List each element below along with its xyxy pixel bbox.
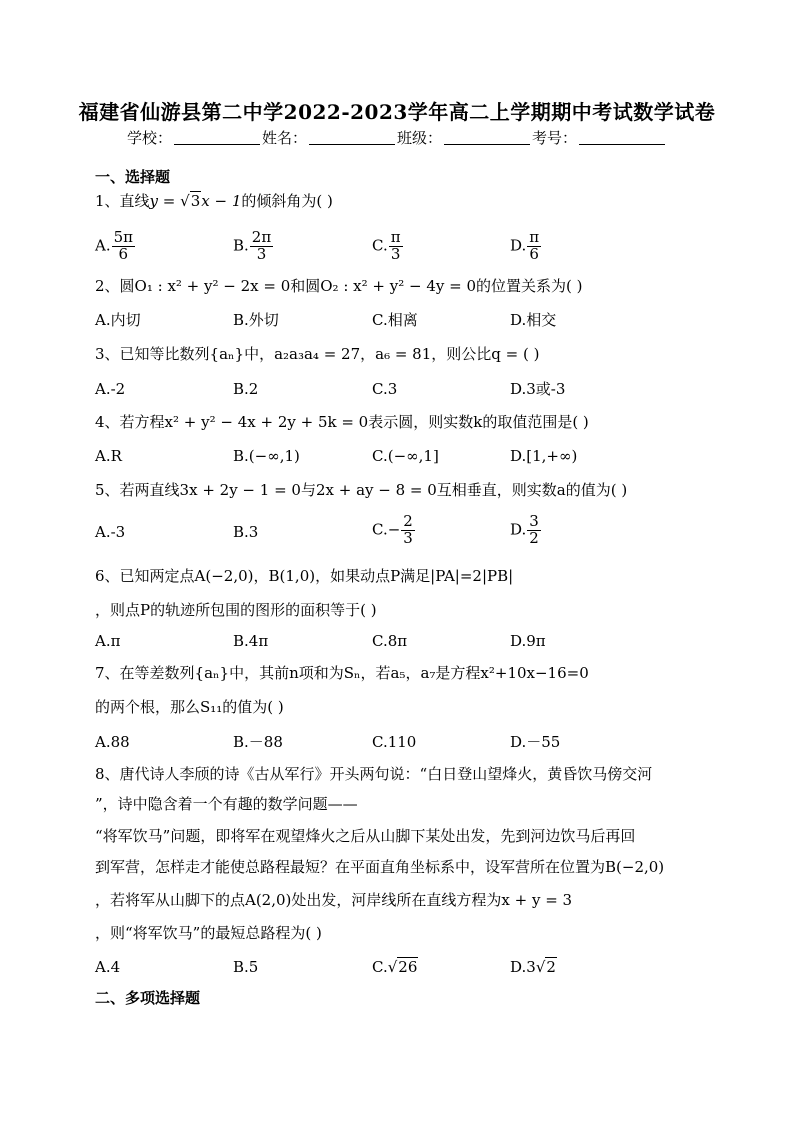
q7-option-a: A.88 — [95, 733, 130, 751]
question-4: 4、若方程x² + y² − 4x + 2y + 5k = 0表示圆，则实数k的取值范围是( ) — [95, 413, 589, 431]
q1-option-d: D. $\frac{\pi}{6}$ — [510, 228, 540, 263]
q4-option-a: A.R — [95, 447, 122, 465]
q3-option-a: A.-2 — [95, 380, 126, 398]
q6-option-d: D.9π — [510, 632, 546, 650]
name-blank — [309, 130, 395, 145]
q2-option-c: C.相离 — [372, 311, 418, 329]
id-label: 考号： — [532, 129, 578, 147]
q5-option-b: B.3 — [233, 523, 259, 541]
school-label: 学校： — [126, 129, 172, 147]
question-7-line-2: 的两个根，那么S₁₁的值为( ) — [95, 698, 284, 716]
q3-option-c: C.3 — [372, 380, 398, 398]
question-5: 5、若两直线3x + 2y − 1 = 0与2x + ay − 8 = 0互相垂直，则实数a的值为( ) — [95, 481, 628, 499]
question-8-line-6: ，则“将军饮马”的最短总路程为( ) — [95, 924, 322, 942]
q2-option-d: D.相交 — [510, 311, 557, 329]
school-blank — [174, 130, 260, 145]
question-3: 3、已知等比数列{aₙ}中，a₂a₃a₄ = 27，a₆ = 81，则公比q = ( ) — [95, 345, 540, 363]
q3-option-d: D.3或-3 — [510, 380, 566, 398]
name-label: 姓名： — [261, 129, 307, 147]
question-8-line-1: 8、唐代诗人李颀的诗《古从军行》开头两句说：“白日登山望烽火，黄昏饮马傍交河 — [95, 765, 653, 783]
q8-option-d: D.3√2 — [510, 958, 556, 976]
question-6-line-2: ，则点P的轨迹所包围的图形的面积等于( ) — [95, 601, 377, 619]
q8-option-c: C.√26 — [372, 958, 418, 976]
q8-option-a: A.4 — [95, 958, 121, 976]
question-8-line-5: ，若将军从山脚下的点A(2,0)处出发，河岸线所在直线方程为x + y = 3 — [95, 891, 573, 909]
q4-option-b: B.(−∞,1) — [233, 447, 300, 465]
q4-option-d: D.[1,+∞) — [510, 447, 578, 465]
section-heading-multiple-choice: 二、多项选择题 — [95, 989, 201, 1007]
question-8-line-2: ”，诗中隐含着一个有趣的数学问题—— — [95, 795, 358, 813]
exam-title: 福建省仙游县第二中学2022-2023学年高二上学期期中考试数学试卷 — [78, 100, 716, 124]
question-8-line-4: 到军营，怎样走才能使总路程最短？在平面直角坐标系中，设军营所在位置为B(−2,0) — [95, 858, 665, 876]
q6-option-c: C.8π — [372, 632, 408, 650]
q7-option-b: B.－88 — [233, 733, 283, 751]
question-2: 2、圆O₁ : x² + y² − 2x = 0和圆O₂ : x² + y² − 4y = 0的位置关系为( ) — [95, 277, 583, 295]
q2-option-b: B.外切 — [233, 311, 279, 329]
q5-option-a: A.-3 — [95, 523, 126, 541]
student-info-line — [0, 127, 794, 148]
q2-option-a: A.内切 — [95, 311, 141, 329]
question-6-line-1: 6、已知两定点A(−2,0)，B(1,0)，如果动点P满足|PA|=2|PB| — [95, 567, 514, 585]
q1-option-c: C. $\frac{\pi}{3}$ — [372, 228, 401, 263]
section-heading-choice: 一、选择题 — [95, 168, 171, 186]
id-blank — [579, 130, 665, 145]
question-7-line-1: 7、在等差数列{aₙ}中，其前n项和为Sₙ，若a₅，a₇是方程x²+10x−16=0 — [95, 664, 589, 682]
question-1: 1、直线y = √3x − 1的倾斜角为( ) — [95, 192, 333, 210]
sqrt-3: 3 — [190, 192, 201, 210]
q1-option-b: B. $\frac{2\pi}{3}$ — [233, 228, 272, 263]
q7-option-d: D.－55 — [510, 733, 561, 751]
q5-option-c: C.− $\frac{2}{3}$ — [372, 512, 413, 547]
q6-option-a: A.π — [95, 632, 121, 650]
q6-option-b: B.4π — [233, 632, 269, 650]
class-blank — [444, 130, 530, 145]
q4-option-c: C.(−∞,1] — [372, 447, 439, 465]
class-label: 班级： — [397, 129, 443, 147]
q3-option-b: B.2 — [233, 380, 259, 398]
q1-option-a: A. $\frac{5\pi}{6}$ — [95, 228, 134, 263]
q5-option-d: D. $\frac{3}{2}$ — [510, 512, 539, 547]
q7-option-c: C.110 — [372, 733, 417, 751]
q8-option-b: B.5 — [233, 958, 259, 976]
question-8-line-3: “将军饮马”问题，即将军在观望烽火之后从山脚下某处出发，先到河边饮马后再回 — [95, 827, 636, 845]
